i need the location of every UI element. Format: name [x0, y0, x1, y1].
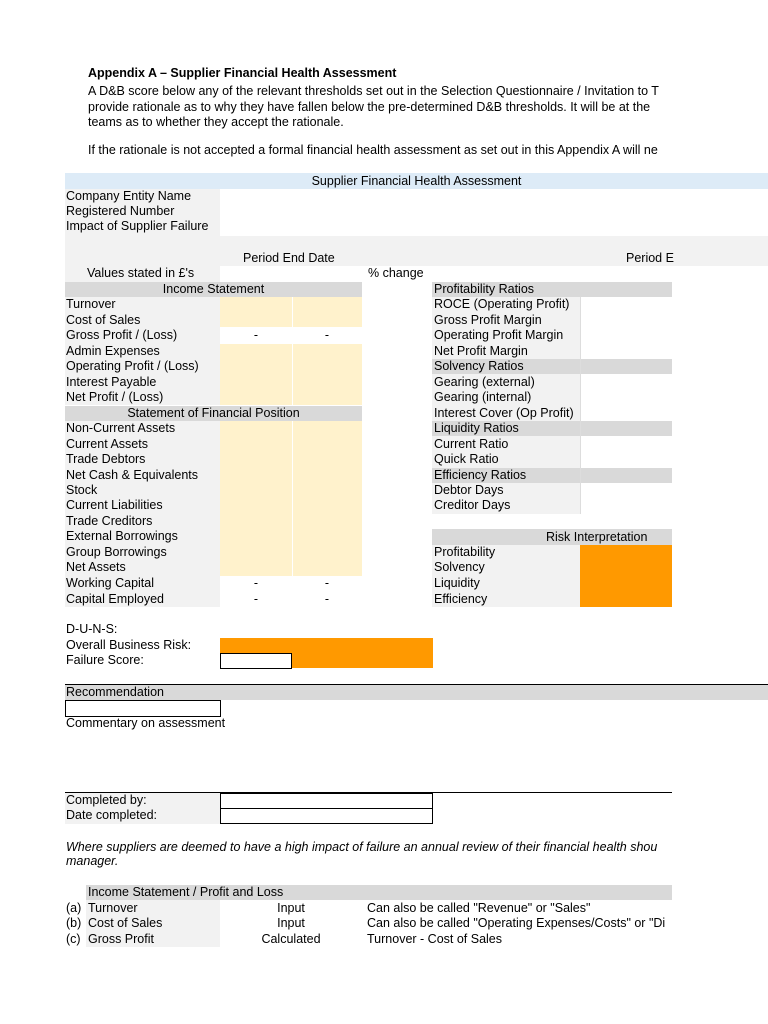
def-note: Turnover - Cost of Sales [367, 932, 503, 946]
def-type: Input [277, 901, 305, 915]
date-completed-label: Date completed: [66, 808, 158, 822]
def-letter: (b) [66, 916, 82, 930]
def-item: Gross Profit [88, 932, 154, 946]
ratio-values-column [580, 297, 673, 514]
period1-date-input[interactable] [220, 266, 293, 282]
registered-number-label: Registered Number [66, 204, 175, 218]
impact-of-failure-label: Impact of Supplier Failure [66, 219, 209, 233]
company-entity-name-label: Company Entity Name [66, 189, 192, 203]
sfp-row-label: Current Assets [66, 437, 148, 451]
sfp-row-label: Current Liabilities [66, 498, 163, 512]
def-item: Turnover [88, 901, 138, 915]
values-stated-label: Values stated in £'s [87, 266, 195, 280]
def-note: Can also be called "Operating Expenses/Costs" or "Di [367, 916, 666, 930]
risk-label: Profitability [434, 545, 496, 559]
ratio-label: Gearing (external) [434, 375, 535, 389]
ratio-label: Current Ratio [434, 437, 509, 451]
note-line: Where suppliers are deemed to have a high impact of failure an annual review of their financial health shou [66, 840, 658, 854]
income-input-col1-top[interactable] [220, 297, 292, 327]
ratio-label: Gross Profit Margin [434, 313, 542, 327]
recommendation-input[interactable] [65, 700, 221, 717]
banner-title: Supplier Financial Health Assessment [311, 174, 522, 188]
recommendation-band [65, 684, 768, 700]
sfp-row-label: Net Cash & Equivalents [66, 468, 199, 482]
company-info-input-area[interactable] [220, 189, 768, 236]
calc-value: - [253, 592, 259, 606]
calc-value: - [253, 328, 259, 342]
sfp-header [65, 406, 362, 421]
intro-line: provide rationale as to why they have fallen below the pre-determined D&B thresholds. It will be at the [88, 99, 651, 114]
income-row-label: Interest Payable [66, 375, 157, 389]
risk-interpretation-header-label: Risk Interpretation [546, 530, 648, 544]
annual-review-note [66, 840, 657, 868]
ratio-group-label: Liquidity Ratios [434, 421, 519, 435]
page-title: Appendix A – Supplier Financial Health Assessment [88, 66, 397, 80]
ratio-label: Gearing (internal) [434, 390, 532, 404]
completed-by-input[interactable] [220, 793, 433, 809]
income-input-col1-bottom[interactable] [220, 344, 292, 405]
income-row-label: Net Profit / (Loss) [66, 390, 164, 404]
calc-value: - [324, 576, 330, 590]
date-completed-input[interactable] [220, 808, 433, 824]
ratio-label: Interest Cover (Op Profit) [434, 406, 574, 420]
commentary-label: Commentary on assessment [66, 716, 226, 730]
def-type: Calculated [261, 932, 321, 946]
income-input-col2-bottom[interactable] [293, 344, 362, 405]
assessment-banner [65, 173, 768, 189]
def-note: Can also be called "Revenue" or "Sales" [367, 901, 591, 915]
sfp-row-label: Trade Creditors [66, 514, 153, 528]
sfp-row-label: External Borrowings [66, 529, 178, 543]
def-letter: (c) [66, 932, 81, 946]
ratio-label: Quick Ratio [434, 452, 499, 466]
income-row-label: Turnover [66, 297, 116, 311]
note-line: manager. [66, 854, 119, 868]
sfp-input-col2[interactable] [293, 421, 362, 576]
risk-label: Solvency [434, 560, 485, 574]
sfp-row-label: Net Assets [66, 560, 126, 574]
ratio-group-label: Profitability Ratios [434, 282, 535, 296]
intro-paragraph [88, 84, 659, 131]
failure-score-label: Failure Score: [66, 653, 144, 667]
period2-date-input[interactable] [293, 266, 362, 282]
def-type: Input [277, 916, 305, 930]
def-letter: (a) [66, 901, 82, 915]
calc-value: - [324, 328, 330, 342]
ratio-group-label: Efficiency Ratios [434, 468, 527, 482]
income-input-col2-top[interactable] [293, 297, 362, 327]
completed-by-label: Completed by: [66, 793, 147, 807]
ratio-label: Operating Profit Margin [434, 328, 564, 342]
period-end-right-label: Period E [626, 251, 674, 265]
risk-label: Liquidity [434, 576, 480, 590]
risk-interpretation-header [432, 529, 672, 545]
income-row-label: Gross Profit / (Loss) [66, 328, 178, 342]
risk-label: Efficiency [434, 592, 488, 606]
sfp-header-label: Statement of Financial Position [127, 406, 300, 420]
sfp-row-label: Working Capital [66, 576, 155, 590]
sfp-row-label: Stock [66, 483, 98, 497]
ratio-label: ROCE (Operating Profit) [434, 297, 570, 311]
calc-value: - [324, 592, 330, 606]
sfp-row-label: Non-Current Assets [66, 421, 176, 435]
pct-change-label: % change [368, 266, 424, 280]
ratio-label: Debtor Days [434, 483, 504, 497]
definitions-header: Income Statement / Profit and Loss [88, 885, 284, 899]
income-row-label: Admin Expenses [66, 344, 160, 358]
def-item: Cost of Sales [88, 916, 163, 930]
overall-risk-label: Overall Business Risk: [66, 638, 192, 652]
duns-label: D-U-N-S: [66, 622, 118, 636]
intro-line: teams as to whether they accept the rationale. [88, 115, 344, 129]
ratio-label: Net Profit Margin [434, 344, 528, 358]
recommendation-label: Recommendation [66, 685, 164, 699]
income-statement-header [65, 282, 362, 297]
period-end-date-label: Period End Date [243, 251, 335, 265]
ratio-label: Creditor Days [434, 498, 511, 512]
sfp-input-col1[interactable] [220, 421, 292, 576]
income-row-label: Cost of Sales [66, 313, 141, 327]
sfp-row-label: Group Borrowings [66, 545, 167, 559]
income-row-label: Operating Profit / (Loss) [66, 359, 199, 373]
calc-value: - [253, 576, 259, 590]
income-statement-header-label: Income Statement [162, 282, 265, 296]
commentary-input[interactable] [65, 731, 672, 792]
failure-score-input[interactable] [220, 653, 292, 669]
sfp-row-label: Capital Employed [66, 592, 164, 606]
risk-indicator-block [580, 545, 672, 607]
intro-paragraph-2: If the rationale is not accepted a formal financial health assessment as set out in this Appendix A will ne [88, 143, 658, 157]
intro-line: A D&B score below any of the relevant thresholds set out in the Selection Questionnaire / Invitation to T [88, 84, 659, 98]
sfp-row-label: Trade Debtors [66, 452, 146, 466]
ratio-group-label: Solvency Ratios [434, 359, 524, 373]
